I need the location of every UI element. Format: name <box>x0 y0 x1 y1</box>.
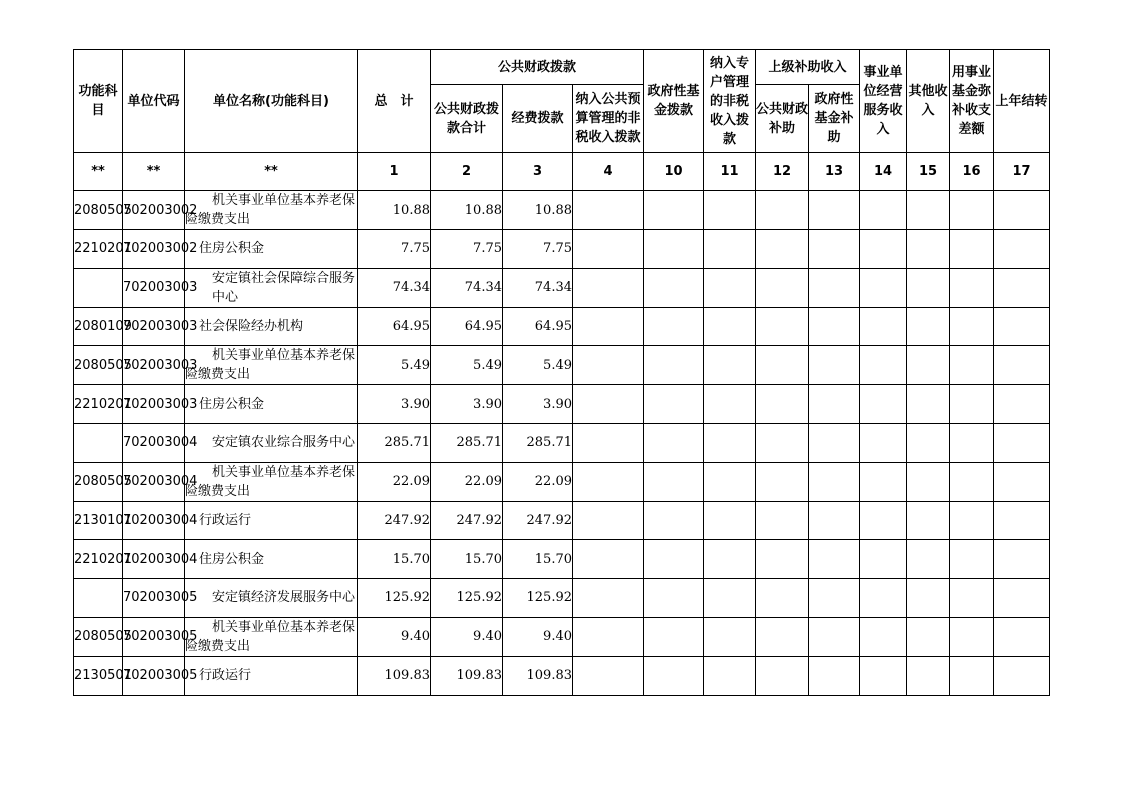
unit-name-text: 机关事业单位基本养老保险缴费支出 <box>185 619 356 654</box>
empty-cell <box>860 656 907 695</box>
empty-cell <box>644 230 704 269</box>
empty-cell <box>994 656 1050 695</box>
empty-cell <box>907 540 950 579</box>
unit-name-text: 机关事业单位基本养老保险缴费支出 <box>185 193 356 227</box>
unit-name-cell <box>185 424 358 463</box>
unit-code-cell: 702003004 <box>123 501 185 540</box>
empty-cell <box>907 230 950 269</box>
unit-code-cell: 702003005 <box>123 579 185 618</box>
index-cell: 13 <box>809 153 860 191</box>
empty-cell <box>860 191 907 230</box>
operating-funds-cell: 125.92 <box>503 579 573 618</box>
empty-cell <box>994 462 1050 501</box>
empty-cell <box>950 540 994 579</box>
empty-cell <box>704 540 756 579</box>
unit-code-cell: 702003005 <box>123 656 185 695</box>
empty-cell <box>704 268 756 307</box>
empty-cell <box>573 307 644 346</box>
empty-cell <box>573 617 644 656</box>
total-cell: 10.88 <box>358 191 431 230</box>
unit-name-cell <box>185 501 358 540</box>
empty-cell <box>644 617 704 656</box>
empty-cell <box>809 424 860 463</box>
empty-cell <box>994 501 1050 540</box>
empty-cell <box>704 424 756 463</box>
empty-cell <box>860 346 907 385</box>
empty-cell <box>756 385 809 424</box>
empty-cell <box>809 191 860 230</box>
empty-cell <box>809 307 860 346</box>
table-row <box>74 579 1050 618</box>
empty-cell <box>644 385 704 424</box>
table-row <box>74 268 1050 307</box>
header-operating-funds: 经费拨款 <box>503 85 573 153</box>
empty-cell <box>950 462 994 501</box>
index-cell: 17 <box>994 153 1050 191</box>
total-cell: 9.40 <box>358 617 431 656</box>
operating-funds-cell: 5.49 <box>503 346 573 385</box>
table-row <box>74 424 1050 463</box>
empty-cell <box>950 501 994 540</box>
empty-cell <box>860 501 907 540</box>
empty-cell <box>644 191 704 230</box>
func-subject-cell: 2210201 <box>74 230 123 269</box>
operating-funds-cell: 3.90 <box>503 385 573 424</box>
public-finance-total-cell: 125.92 <box>431 579 503 618</box>
table-row <box>74 656 1050 695</box>
empty-cell <box>573 191 644 230</box>
empty-cell <box>756 230 809 269</box>
empty-cell <box>994 540 1050 579</box>
empty-cell <box>907 346 950 385</box>
index-cell: ** <box>123 153 185 191</box>
unit-code-cell: 702003004 <box>123 424 185 463</box>
public-finance-total-cell: 15.70 <box>431 540 503 579</box>
table-row <box>74 307 1050 346</box>
empty-cell <box>704 191 756 230</box>
unit-code-cell: 702003002 <box>123 191 185 230</box>
header-business-income: 事业单位经营服务收入 <box>860 50 907 153</box>
empty-cell <box>994 385 1050 424</box>
header-other-income: 其他收入 <box>907 50 950 153</box>
unit-code-cell: 702003003 <box>123 385 185 424</box>
empty-cell <box>950 346 994 385</box>
empty-cell <box>644 540 704 579</box>
unit-name-cell <box>185 385 358 424</box>
public-finance-total-cell: 10.88 <box>431 191 503 230</box>
empty-cell <box>573 656 644 695</box>
empty-cell <box>573 424 644 463</box>
index-row <box>74 153 1050 191</box>
total-cell: 22.09 <box>358 462 431 501</box>
table-row <box>74 191 1050 230</box>
header-public-finance-subsidy: 公共财政补助 <box>756 85 809 153</box>
empty-cell <box>907 656 950 695</box>
unit-code-cell: 702003004 <box>123 540 185 579</box>
empty-cell <box>756 579 809 618</box>
empty-cell <box>644 346 704 385</box>
empty-cell <box>994 617 1050 656</box>
table-row <box>74 540 1050 579</box>
empty-cell <box>573 346 644 385</box>
header-non-tax-budget: 纳入公共预算管理的非税收入拨款 <box>573 85 644 153</box>
empty-cell <box>809 346 860 385</box>
operating-funds-cell: 7.75 <box>503 230 573 269</box>
empty-cell <box>756 424 809 463</box>
table-row <box>74 501 1050 540</box>
index-cell: ** <box>185 153 358 191</box>
header-public-finance-group: 公共财政拨款 <box>431 50 644 85</box>
empty-cell <box>573 501 644 540</box>
public-finance-total-cell: 5.49 <box>431 346 503 385</box>
unit-name-cell <box>185 307 358 346</box>
empty-cell <box>860 540 907 579</box>
empty-cell <box>907 501 950 540</box>
empty-cell <box>809 230 860 269</box>
index-cell: 4 <box>573 153 644 191</box>
empty-cell <box>704 579 756 618</box>
empty-cell <box>809 617 860 656</box>
empty-cell <box>860 307 907 346</box>
func-subject-cell: 2130101 <box>74 501 123 540</box>
total-cell: 7.75 <box>358 230 431 269</box>
func-subject-cell: 2080109 <box>74 307 123 346</box>
header-gov-fund: 政府性基金拨款 <box>644 50 704 153</box>
func-subject-cell <box>74 424 123 463</box>
unit-name-text: 安定镇社会保障综合服务中心 <box>212 270 356 305</box>
empty-cell <box>950 579 994 618</box>
unit-name-text: 行政运行 <box>199 513 252 529</box>
empty-cell <box>950 307 994 346</box>
func-subject-cell: 2080505 <box>74 191 123 230</box>
unit-name-text: 住房公积金 <box>199 396 265 412</box>
operating-funds-cell: 15.70 <box>503 540 573 579</box>
func-subject-cell: 2080505 <box>74 462 123 501</box>
empty-cell <box>907 268 950 307</box>
header-carryover: 上年结转 <box>994 50 1050 153</box>
header-fund-balance: 用事业基金弥补收支差额 <box>950 50 994 153</box>
empty-cell <box>704 462 756 501</box>
table-row <box>74 617 1050 656</box>
empty-cell <box>860 230 907 269</box>
func-subject-cell: 2210201 <box>74 385 123 424</box>
total-cell: 285.71 <box>358 424 431 463</box>
unit-name-text: 机关事业单位基本养老保险缴费支出 <box>185 464 356 499</box>
empty-cell <box>907 307 950 346</box>
header-func-subject: 功能科目 <box>74 50 123 153</box>
empty-cell <box>809 540 860 579</box>
unit-name-cell <box>185 462 358 501</box>
unit-name-cell <box>185 656 358 695</box>
header-superior-subsidy-group: 上级补助收入 <box>756 50 860 85</box>
empty-cell <box>809 462 860 501</box>
unit-name-cell <box>185 579 358 618</box>
unit-name-cell <box>185 346 358 385</box>
empty-cell <box>994 230 1050 269</box>
operating-funds-cell: 247.92 <box>503 501 573 540</box>
empty-cell <box>704 385 756 424</box>
empty-cell <box>809 579 860 618</box>
header-row-1 <box>74 50 1050 85</box>
unit-name-text: 住房公积金 <box>199 551 265 567</box>
empty-cell <box>756 307 809 346</box>
empty-cell <box>994 191 1050 230</box>
empty-cell <box>950 191 994 230</box>
operating-funds-cell: 64.95 <box>503 307 573 346</box>
total-cell: 247.92 <box>358 501 431 540</box>
empty-cell <box>644 268 704 307</box>
empty-cell <box>644 424 704 463</box>
empty-cell <box>644 307 704 346</box>
empty-cell <box>644 656 704 695</box>
header-unit-code: 单位代码 <box>123 50 185 153</box>
unit-code-cell: 702003003 <box>123 346 185 385</box>
operating-funds-cell: 285.71 <box>503 424 573 463</box>
operating-funds-cell: 74.34 <box>503 268 573 307</box>
operating-funds-cell: 9.40 <box>503 617 573 656</box>
empty-cell <box>994 307 1050 346</box>
empty-cell <box>573 462 644 501</box>
table-row <box>74 462 1050 501</box>
unit-name-cell <box>185 268 358 307</box>
unit-name-text: 行政运行 <box>199 668 252 684</box>
func-subject-cell: 2080505 <box>74 617 123 656</box>
public-finance-total-cell: 9.40 <box>431 617 503 656</box>
operating-funds-cell: 22.09 <box>503 462 573 501</box>
index-cell: 16 <box>950 153 994 191</box>
operating-funds-cell: 10.88 <box>503 191 573 230</box>
empty-cell <box>950 617 994 656</box>
empty-cell <box>994 424 1050 463</box>
unit-name-cell <box>185 617 358 656</box>
index-cell: 2 <box>431 153 503 191</box>
index-cell: 12 <box>756 153 809 191</box>
index-cell: 15 <box>907 153 950 191</box>
empty-cell <box>644 501 704 540</box>
unit-code-cell: 702003004 <box>123 462 185 501</box>
unit-name-cell <box>185 230 358 269</box>
empty-cell <box>704 656 756 695</box>
public-finance-total-cell: 7.75 <box>431 230 503 269</box>
empty-cell <box>573 268 644 307</box>
unit-code-cell: 702003003 <box>123 268 185 307</box>
unit-name-text: 安定镇经济发展服务中心 <box>212 590 356 606</box>
empty-cell <box>860 385 907 424</box>
empty-cell <box>994 346 1050 385</box>
empty-cell <box>994 579 1050 618</box>
empty-cell <box>756 191 809 230</box>
header-total: 总 计 <box>358 50 431 153</box>
empty-cell <box>907 617 950 656</box>
total-cell: 109.83 <box>358 656 431 695</box>
public-finance-total-cell: 64.95 <box>431 307 503 346</box>
empty-cell <box>704 230 756 269</box>
header-gov-fund-subsidy: 政府性基金补助 <box>809 85 860 153</box>
empty-cell <box>809 656 860 695</box>
empty-cell <box>860 617 907 656</box>
index-cell: ** <box>74 153 123 191</box>
empty-cell <box>644 579 704 618</box>
total-cell: 15.70 <box>358 540 431 579</box>
empty-cell <box>809 385 860 424</box>
empty-cell <box>950 230 994 269</box>
empty-cell <box>704 307 756 346</box>
func-subject-cell: 2080505 <box>74 346 123 385</box>
index-cell: 3 <box>503 153 573 191</box>
empty-cell <box>704 501 756 540</box>
public-finance-total-cell: 74.34 <box>431 268 503 307</box>
empty-cell <box>809 268 860 307</box>
empty-cell <box>756 617 809 656</box>
unit-name-text: 住房公积金 <box>199 241 265 257</box>
total-cell: 74.34 <box>358 268 431 307</box>
empty-cell <box>756 462 809 501</box>
index-cell: 10 <box>644 153 704 191</box>
func-subject-cell: 2210201 <box>74 540 123 579</box>
empty-cell <box>573 385 644 424</box>
empty-cell <box>950 385 994 424</box>
empty-cell <box>573 579 644 618</box>
unit-name-cell <box>185 540 358 579</box>
table-row <box>74 385 1050 424</box>
header-public-finance-total: 公共财政拨款合计 <box>431 85 503 153</box>
func-subject-cell <box>74 579 123 618</box>
empty-cell <box>573 540 644 579</box>
empty-cell <box>950 268 994 307</box>
empty-cell <box>756 656 809 695</box>
empty-cell <box>704 346 756 385</box>
unit-name-text: 安定镇农业综合服务中心 <box>212 435 356 451</box>
public-finance-total-cell: 285.71 <box>431 424 503 463</box>
index-cell: 11 <box>704 153 756 191</box>
unit-name-cell <box>185 191 358 230</box>
empty-cell <box>573 230 644 269</box>
operating-funds-cell: 109.83 <box>503 656 573 695</box>
empty-cell <box>907 579 950 618</box>
unit-name-text: 机关事业单位基本养老保险缴费支出 <box>185 348 356 383</box>
index-cell: 1 <box>358 153 431 191</box>
empty-cell <box>950 424 994 463</box>
header-unit-name: 单位名称(功能科目) <box>185 50 358 153</box>
empty-cell <box>907 462 950 501</box>
unit-code-cell: 702003005 <box>123 617 185 656</box>
empty-cell <box>756 540 809 579</box>
empty-cell <box>756 501 809 540</box>
total-cell: 3.90 <box>358 385 431 424</box>
public-finance-total-cell: 109.83 <box>431 656 503 695</box>
empty-cell <box>704 617 756 656</box>
public-finance-total-cell: 3.90 <box>431 385 503 424</box>
header-special-account-nontax: 纳入专户管理的非税收入拨款 <box>704 50 756 153</box>
empty-cell <box>860 424 907 463</box>
table-row <box>74 346 1050 385</box>
func-subject-cell <box>74 268 123 307</box>
empty-cell <box>809 501 860 540</box>
total-cell: 125.92 <box>358 579 431 618</box>
unit-code-cell: 702003002 <box>123 230 185 269</box>
empty-cell <box>950 656 994 695</box>
empty-cell <box>907 385 950 424</box>
unit-code-cell: 702003003 <box>123 307 185 346</box>
empty-cell <box>860 579 907 618</box>
empty-cell <box>907 424 950 463</box>
total-cell: 64.95 <box>358 307 431 346</box>
func-subject-cell: 2130501 <box>74 656 123 695</box>
empty-cell <box>860 462 907 501</box>
public-finance-total-cell: 22.09 <box>431 462 503 501</box>
index-cell: 14 <box>860 153 907 191</box>
empty-cell <box>756 268 809 307</box>
empty-cell <box>644 462 704 501</box>
empty-cell <box>756 346 809 385</box>
empty-cell <box>860 268 907 307</box>
budget-table <box>73 49 1050 696</box>
empty-cell <box>994 268 1050 307</box>
empty-cell <box>907 191 950 230</box>
total-cell: 5.49 <box>358 346 431 385</box>
public-finance-total-cell: 247.92 <box>431 501 503 540</box>
unit-name-text: 社会保险经办机构 <box>199 319 304 335</box>
table-row <box>74 230 1050 269</box>
